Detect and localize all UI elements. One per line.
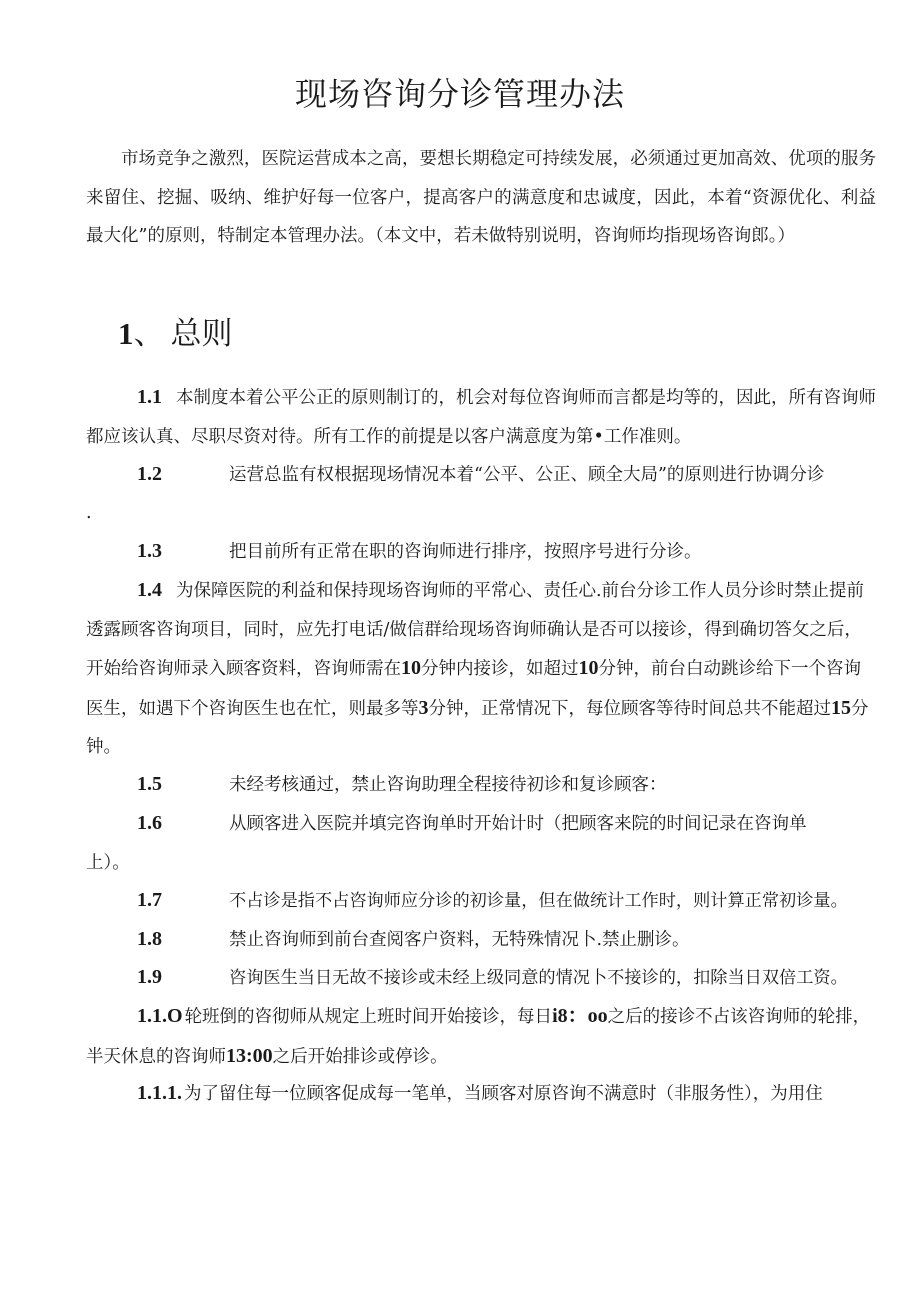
clause-1-5 [86, 765, 876, 805]
clause-text: 禁止咨询师到前台查阅客户资料，无特殊情况卜.禁止删诊。 [229, 930, 690, 950]
clause-1-8 [86, 920, 876, 960]
intro-paragraph: 市场竞争之激烈，医院运营成本之高，要想长期稳定可持续发展，必须通过更加高效、优项的服务来留住、挖掘、吸纳、维护好每一位客户，提高客户的满意度和忠诚度，因此，本着“资源优化、利益最大化”的原则，特制定本管理办法。（本文中，若未做特别说明，咨询师均指现场咨询郎。） [86, 149, 876, 246]
clause-text: 之后的接诊不占该咨询师的轮排，半天休息的咨询师 [86, 1007, 871, 1067]
clause-text: 分钟，正常情况下，每位顾客等待时间总共不能超过 [428, 698, 831, 719]
section-title: 总则 [170, 316, 233, 352]
clause-number: 1.6 [137, 812, 162, 834]
clause-number: 1.7 [137, 889, 162, 911]
clause-1-9 [86, 958, 876, 998]
minutes-value: 10 [578, 657, 599, 679]
clause-text-tail: 上）。 [86, 852, 130, 873]
section-heading-general [118, 312, 233, 356]
clause-number: 1.1 [137, 386, 162, 408]
clause-number: 1.5 [137, 773, 162, 795]
clause-number: 1.9 [137, 966, 162, 988]
clause-1-2 [86, 455, 876, 495]
minutes-value: 10 [401, 657, 421, 679]
clause-1-4 [86, 571, 876, 767]
clause-text: 不占诊是指不占咨询师应分诊的初诊量，但在做统计工作时，则计算正常初诊量。 [229, 891, 848, 911]
section-number: 1 [118, 316, 134, 351]
clause-text: 之后开始排诊或停诊。 [272, 1046, 448, 1067]
clause-text: 从顾客进入医院并填完咨询单时开始计时（把顾客来院的时间记录在咨询单 [229, 814, 807, 834]
document-title: 现场咨询分诊管理办法 [294, 75, 625, 113]
clause-text: 分钟内接诊，如超过 [421, 659, 579, 679]
time-value: 13:00 [226, 1044, 273, 1067]
clause-text: 咨询医生当日无故不接诊或未经上级同意的情况卜不接诊的，扣除当日双倍工资。 [229, 968, 848, 988]
clause-1-3 [86, 532, 876, 572]
time-value: i8：oo [552, 1005, 608, 1027]
minutes-value: 15 [831, 696, 851, 719]
clause-number: 1.8 [137, 928, 162, 950]
clause-text: 轮班倒的咨彻师从规定上班时间开始接诊，每日 [184, 1007, 553, 1027]
clause-1-6 [86, 804, 876, 882]
clause-number: 1.4 [137, 579, 162, 601]
clause-text: 为了留住每一位顾客促成每一笔单，当顾客对原咨询不满意时（非服务性），为用住 [184, 1084, 823, 1104]
clause-1-7 [86, 881, 876, 921]
section-separator: 、 [133, 316, 165, 352]
clause-number: 1.3 [137, 540, 162, 562]
clause-text: 运营总监有权根据现场情况本着“公平、公正、顾全大局”的原则进行协调分诊 [229, 465, 825, 485]
clause-1-2-tail: . [86, 503, 92, 523]
clause-text: 本制度本着公平公正的原则制订的，机会对每位咨询师而言都是均等的，因此，所有咨询师都应该认真、尽职尽资对待。所有工作的前提是以客户满意度为第•工作准则。 [86, 388, 876, 447]
clause-text: 未经考核通过，禁止咨询助理全程接待初诊和复诊顾客： [229, 775, 667, 795]
minutes-value: 3 [418, 696, 429, 719]
clause-text: 分钟。 [86, 698, 869, 757]
clause-text: 为保障医院的利益和保持现场咨询师的平常心、责任心.前台分诊工作人员分诊时禁止提前透露顾客咨询项目，同时，应先打电话/做信群给现场咨询师确认是否可以接诊，得到确切答攵之后，开始给咨询师录入顾客资料，咨询师需在 [86, 581, 865, 679]
clause-number: 1.1.O [137, 1005, 183, 1027]
clause-1-1-1 [86, 1074, 876, 1114]
clause-1-1 [86, 378, 876, 456]
clause-number: 1.2 [137, 463, 162, 485]
clause-text: 把目前所有正常在职的咨询师进行排序，按照序号进行分诊。 [229, 542, 702, 562]
clause-text: 分钟，前台白动跳诊给下一个咨询医生，如遇下个咨询医生也在忙，则最多等 [86, 659, 861, 719]
clause-number: 1.1.1. [137, 1082, 182, 1104]
clause-1-1-0 [86, 997, 876, 1076]
